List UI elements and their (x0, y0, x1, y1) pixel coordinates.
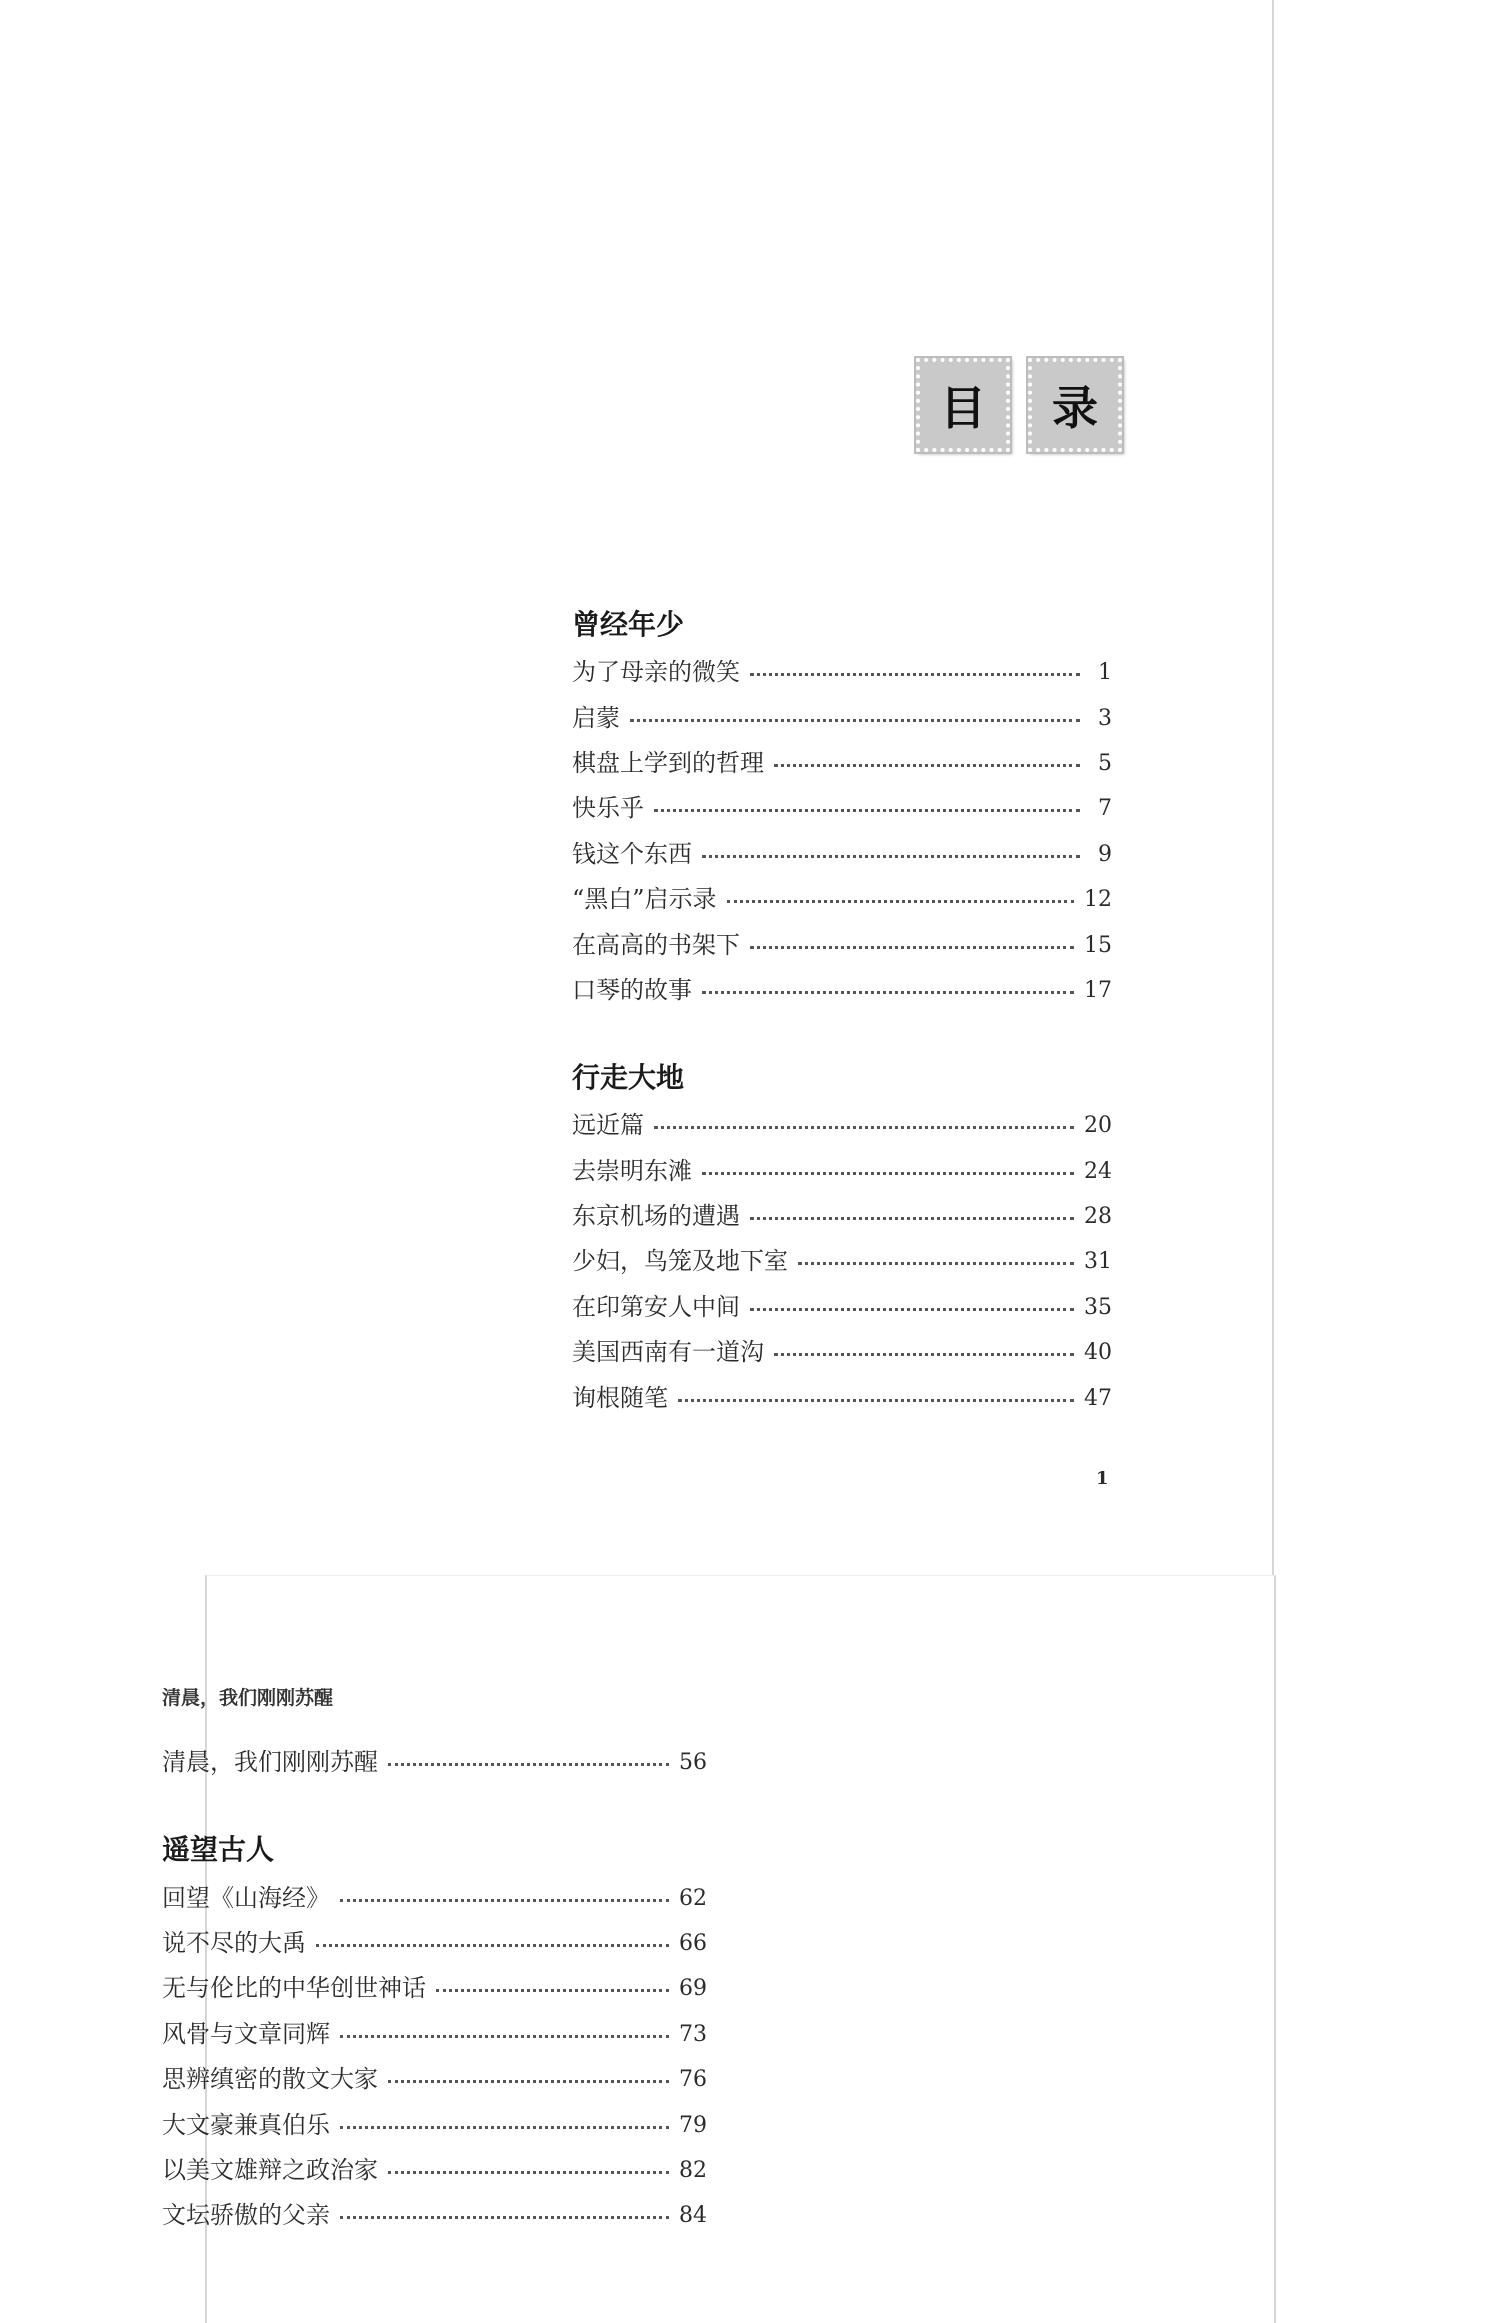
toc-entry-page: 79 (679, 2112, 707, 2138)
dot-leader (340, 1899, 669, 1902)
toc-entry-title: 文坛骄傲的父亲 (162, 2201, 330, 2230)
dot-leader (388, 2171, 669, 2174)
toc-entry[interactable] (572, 1239, 1112, 1284)
dot-leader (774, 1353, 1074, 1356)
toc-entry[interactable] (572, 832, 1112, 877)
dot-leader (702, 991, 1074, 994)
toc-entry-page: 47 (1084, 1385, 1112, 1411)
toc-entry[interactable] (572, 1285, 1112, 1330)
toc-entry[interactable] (572, 695, 1112, 740)
dot-leader (727, 900, 1074, 903)
toc-entry-page: 82 (679, 2157, 707, 2183)
toc-heading-char: 目 (916, 358, 1010, 452)
toc-entry-page: 31 (1084, 1249, 1112, 1275)
dot-leader (750, 673, 1080, 676)
toc-heading-char: 录 (1028, 358, 1122, 452)
toc-list (162, 1740, 707, 2239)
toc-entry[interactable] (572, 1194, 1112, 1239)
toc-entry-title: 询根随笔 (572, 1383, 668, 1412)
toc-entry-page: 1 (1098, 660, 1112, 686)
toc-entry-title: 快乐乎 (572, 794, 644, 823)
dot-leader (750, 1217, 1074, 1220)
toc-entry-page: 9 (1098, 841, 1112, 867)
running-head: 清晨，我们刚刚苏醒 (162, 1687, 334, 1709)
toc-entry-title: 以美文雄辩之政治家 (162, 2155, 378, 2184)
dot-leader (388, 2080, 669, 2083)
toc-entry-title: 无与伦比的中华创世神话 (162, 1974, 426, 2003)
toc-entry[interactable] (162, 2193, 707, 2238)
toc-entry[interactable] (572, 1149, 1112, 1194)
toc-entry-title: 去崇明东滩 (572, 1156, 692, 1185)
dot-leader (750, 1308, 1074, 1311)
toc-entry-title: 说不尽的大禹 (162, 1928, 306, 1957)
toc-entry-page: 66 (679, 1930, 707, 1956)
toc-entry-title: “黑白”启示录 (572, 885, 717, 914)
toc-entry-title: 钱这个东西 (572, 839, 692, 868)
dot-leader (388, 1763, 669, 1766)
toc-entry-page: 56 (679, 1750, 707, 1776)
toc-entry-title: 东京机场的遭遇 (572, 1202, 740, 1231)
dot-leader (340, 2035, 669, 2038)
toc-entry-title: 口琴的故事 (572, 975, 692, 1004)
toc-entry-page: 24 (1084, 1158, 1112, 1184)
toc-entry-page: 7 (1098, 796, 1112, 822)
toc-entry-page: 12 (1084, 887, 1112, 913)
dot-leader (654, 1126, 1074, 1129)
toc-entry-title: 回望《山海经》 (162, 1883, 330, 1912)
toc-entry-title: 清晨，我们刚刚苏醒 (162, 1748, 378, 1777)
toc-entry-title: 在高高的书架下 (572, 930, 740, 959)
page-folio: 1 (1096, 1468, 1109, 1489)
toc-entry[interactable] (572, 1375, 1112, 1420)
toc-entry-page: 28 (1084, 1204, 1112, 1230)
dot-leader (678, 1399, 1074, 1402)
toc-entry[interactable] (572, 968, 1112, 1013)
toc-entry[interactable] (162, 1921, 707, 1966)
section-title: 遥望古人 (162, 1833, 275, 1867)
toc-entry-title: 启蒙 (572, 703, 620, 732)
toc-entry[interactable] (162, 2148, 707, 2193)
dot-leader (702, 855, 1080, 858)
section-gap (162, 1785, 707, 1825)
dot-leader (340, 2126, 669, 2129)
toc-entry-title: 在印第安人中间 (572, 1292, 740, 1321)
section-title: 曾经年少 (572, 608, 685, 641)
toc-entry[interactable] (162, 1966, 707, 2011)
toc-entry-page: 17 (1084, 977, 1112, 1003)
dot-leader (630, 719, 1080, 722)
toc-entry-title: 风骨与文章同辉 (162, 2019, 330, 2048)
dot-leader (702, 1172, 1074, 1175)
toc-entry[interactable] (572, 1103, 1112, 1148)
toc-entry[interactable] (572, 877, 1112, 922)
toc-entry-page: 40 (1084, 1340, 1112, 1366)
dot-leader (436, 1989, 669, 1992)
toc-entry[interactable] (162, 1740, 707, 1785)
toc-entry-page: 35 (1084, 1294, 1112, 1320)
toc-entry[interactable] (572, 741, 1112, 786)
dot-leader (316, 1944, 669, 1947)
toc-entry-title: 为了母亲的微笑 (572, 658, 740, 687)
toc-entry-title: 美国西南有一道沟 (572, 1338, 764, 1367)
toc-entry-title: 远近篇 (572, 1111, 644, 1140)
section-title: 行走大地 (572, 1061, 685, 1095)
toc-entry[interactable] (572, 1330, 1112, 1375)
toc-entry-page: 84 (679, 2203, 707, 2229)
toc-entry[interactable] (162, 1875, 707, 1920)
dot-leader (654, 809, 1080, 812)
toc-entry[interactable] (162, 2102, 707, 2147)
dot-leader (798, 1262, 1074, 1265)
toc-heading (916, 358, 1122, 452)
toc-entry-page: 20 (1084, 1113, 1112, 1139)
toc-entry[interactable] (572, 922, 1112, 967)
toc-entry-page: 69 (679, 1976, 707, 2002)
toc-entry-title: 棋盘上学到的哲理 (572, 748, 764, 777)
toc-entry[interactable] (572, 786, 1112, 831)
toc-entry-page: 76 (679, 2067, 707, 2093)
toc-entry-page: 15 (1084, 932, 1112, 958)
section-gap (572, 1013, 1112, 1053)
toc-entry-page: 73 (679, 2021, 707, 2047)
dot-leader (750, 946, 1074, 949)
dot-leader (774, 764, 1080, 767)
dot-leader (340, 2216, 669, 2219)
toc-entry-page: 3 (1098, 705, 1112, 731)
toc-entry[interactable] (162, 2057, 707, 2102)
toc-entry[interactable] (572, 650, 1112, 695)
toc-list (572, 600, 1112, 1421)
toc-entry-title: 思辨缜密的散文大家 (162, 2065, 378, 2094)
toc-entry-title: 少妇，鸟笼及地下室 (572, 1247, 788, 1276)
toc-entry-page: 5 (1098, 750, 1112, 776)
toc-entry-title: 大文豪兼真伯乐 (162, 2110, 330, 2139)
toc-entry[interactable] (162, 2012, 707, 2057)
toc-entry-page: 62 (679, 1885, 707, 1911)
